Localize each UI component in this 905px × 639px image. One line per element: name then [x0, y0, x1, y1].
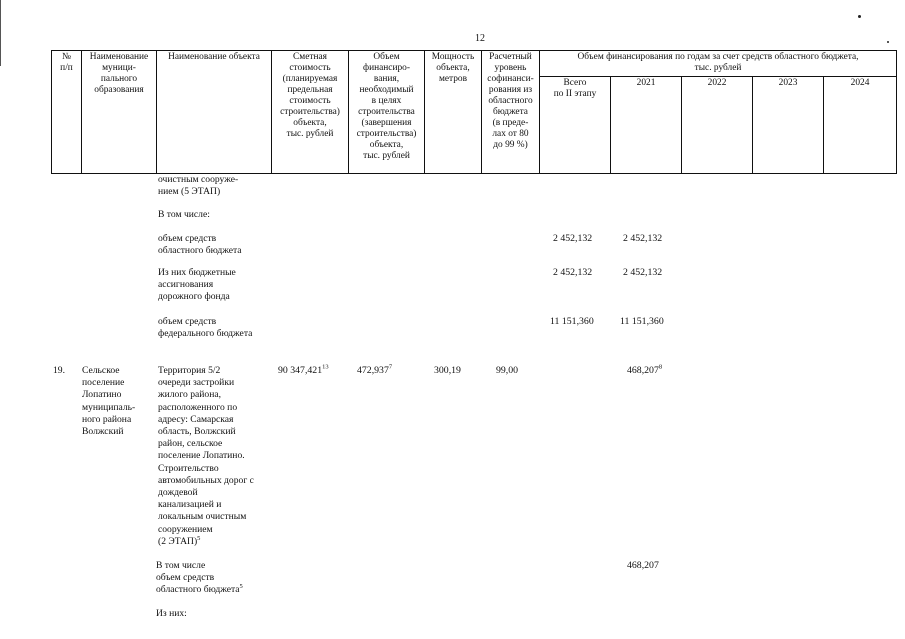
row19-no: 19. — [53, 365, 65, 376]
row-object-regional: объем средств областного бюджета — [158, 233, 242, 257]
row19-2021: 468,207$^8$ — [627, 363, 663, 376]
row-object-including: В том числе: — [158, 209, 210, 220]
row19-object: Территория 5/2 очереди застройки жилого района, расположенного по адресу: Самарская область, Волжский район, сельское поселение Лопатино. Строительство автомобильных дорог с дождевой канализацией и локальным очистным сооружением (2 ЭТАП)$^5$ — [158, 365, 254, 547]
row19-cost: 90 347,421$^{13}$ — [278, 363, 329, 376]
header-volume: Объем финансиро- вания, необходимый в целях строительства (завершения строительства) объекта, тыс. рублей — [349, 51, 425, 174]
row-object-federal: объем средств федерального бюджета — [158, 316, 253, 340]
row19-municipality: Сельское поселение Лопатино муниципаль- ного района Волжский — [82, 365, 136, 438]
row-regional-2021: 2 452,132 — [623, 233, 663, 244]
scan-speck — [858, 15, 861, 18]
header-cost: Сметная стоимость (планируемая предельная стоимость строительства) объекта, тыс. рублей — [272, 51, 349, 174]
header-total: Всего по II этапу — [540, 77, 611, 174]
row19-volume: 472,937$^7$ — [357, 363, 393, 376]
row19-capacity: 300,19 — [434, 365, 461, 376]
header-2023: 2023 — [753, 77, 824, 174]
header-object: Наименование объекта — [157, 51, 272, 174]
header-level: Расчетный уровень софинанси- рования из областного бюджета (в преде- лах от 80 до 99 %) — [482, 51, 540, 174]
scan-speck — [887, 41, 889, 43]
row19-sub-object: В том числе объем средств областного бюджета$^5$ — [156, 560, 243, 596]
row19-level: 99,00 — [496, 365, 519, 376]
row-object-cont: очистным сооруже- нием (5 ЭТАП) — [158, 174, 239, 198]
row-regional-total: 2 452,132 — [553, 233, 593, 244]
page-number: 12 — [475, 33, 485, 44]
table-header — [51, 50, 897, 174]
header-municipality: Наименование муници- пального образования — [82, 51, 157, 174]
row19-sub2-object: Из них: — [156, 608, 187, 619]
header-2024: 2024 — [824, 77, 897, 174]
row-federal-total: 11 151,360 — [550, 316, 594, 327]
page-edge-line — [0, 0, 1, 66]
header-2021: 2021 — [611, 77, 682, 174]
row-federal-2021: 11 151,360 — [620, 316, 664, 327]
header-no: № п/п — [52, 51, 82, 174]
row-object-road-fund: Из них бюджетные ассигнования дорожного фонда — [158, 267, 236, 303]
row-road-fund-2021: 2 452,132 — [623, 267, 663, 278]
header-financing-group: Объем финансирования по годам за счет средств областного бюджета, тыс. рублей — [540, 51, 897, 77]
header-capacity: Мощность объекта, метров — [425, 51, 482, 174]
header-2022: 2022 — [682, 77, 753, 174]
row19-sub-2021: 468,207 — [627, 560, 659, 571]
row-road-fund-total: 2 452,132 — [553, 267, 593, 278]
